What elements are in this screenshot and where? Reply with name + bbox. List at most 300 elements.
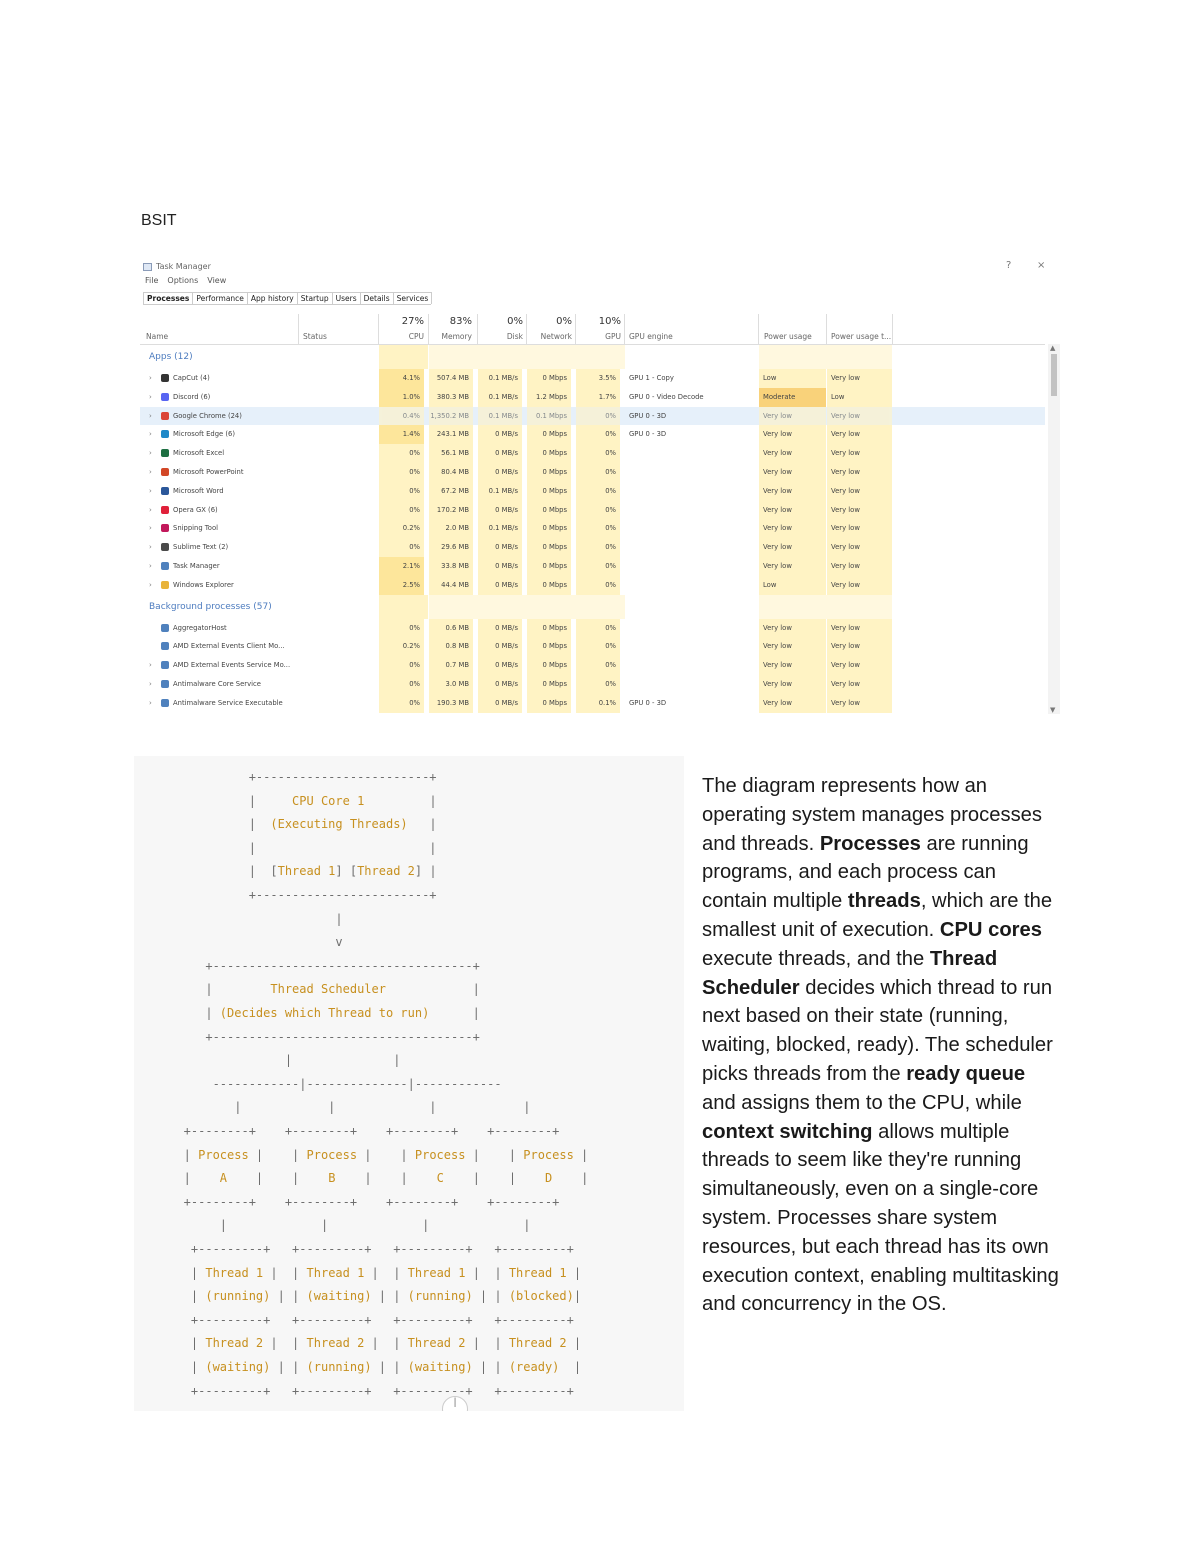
- diagram-line: [134, 935, 684, 957]
- table-row[interactable]: [140, 656, 1045, 675]
- key-term: Thread Scheduler: [702, 947, 998, 999]
- table-body: [140, 345, 1045, 713]
- app-icon: [161, 642, 169, 650]
- table-row[interactable]: [140, 538, 1045, 557]
- memory-value: 190.3 MB: [429, 694, 473, 713]
- col-power-usage[interactable]: Power usage: [764, 332, 812, 341]
- diagram-line-text: ------------|--------------|------------: [162, 1076, 502, 1091]
- network-value: 0 Mbps: [527, 369, 571, 388]
- network-value: 0 Mbps: [527, 482, 571, 501]
- cpu-value: 0%: [379, 444, 424, 463]
- process-table: [140, 314, 1045, 713]
- thread-scheduling-diagram: [134, 756, 684, 1411]
- gpu-engine-value: GPU 0 - 3D: [629, 698, 667, 707]
- explanation-paragraph: [702, 772, 1062, 1319]
- power-trend-value: Very low: [827, 482, 892, 501]
- diagram-line: [134, 770, 684, 792]
- power-trend-value: Very low: [827, 425, 892, 444]
- cpu-value: 0%: [379, 538, 424, 557]
- memory-value: 3.0 MB: [429, 675, 473, 694]
- power-usage-value: Very low: [759, 482, 826, 501]
- diagram-line-text: | [Thread 1] [Thread 2] |: [162, 864, 437, 879]
- scroll-down-icon[interactable]: ▼: [1050, 706, 1056, 714]
- gpu-engine-value: [629, 538, 757, 557]
- process-name: AMD External Events Client Mo...: [173, 642, 285, 651]
- process-name: Google Chrome (24): [173, 411, 242, 420]
- chevron-right-icon[interactable]: ›: [149, 505, 152, 514]
- memory-value: 380.3 MB: [429, 388, 473, 407]
- paragraph-text: , which are the smallest unit of execution.: [702, 890, 1053, 941]
- process-name: Discord (6): [173, 392, 211, 401]
- network-value: 0 Mbps: [527, 463, 571, 482]
- power-usage-value: Very low: [759, 694, 826, 713]
- chevron-right-icon[interactable]: ›: [149, 524, 152, 533]
- app-icon: [161, 506, 169, 514]
- diagram-line: [134, 1100, 684, 1122]
- cpu-value: 0.2%: [379, 637, 424, 656]
- tab-services[interactable]: Services: [393, 292, 433, 304]
- network-value: 0 Mbps: [527, 694, 571, 713]
- diagram-line: [134, 1148, 684, 1170]
- network-value: 1.2 Mbps: [527, 388, 571, 407]
- disk-value: 0 MB/s: [478, 501, 522, 520]
- gpu-value: 0%: [576, 557, 620, 576]
- gpu-engine-value: [629, 619, 757, 638]
- cpu-value: 2.5%: [379, 576, 424, 595]
- diagram-line-text: | A | | B | | C | | D |: [162, 1171, 589, 1186]
- chevron-right-icon[interactable]: ›: [149, 698, 152, 707]
- chevron-right-icon[interactable]: ›: [149, 543, 152, 552]
- power-usage-value: Low: [759, 369, 826, 388]
- menu-bar: [145, 276, 226, 285]
- power-trend-value: Very low: [827, 694, 892, 713]
- process-name: Task Manager: [173, 561, 220, 570]
- power-usage-value: Very low: [759, 407, 826, 426]
- power-usage-value: Very low: [759, 637, 826, 656]
- diagram-line-text: +--------+ +--------+ +--------+ +--------+: [162, 1124, 560, 1138]
- col-network[interactable]: Network: [540, 332, 572, 341]
- diagram-line: [134, 794, 684, 816]
- memory-value: 0.7 MB: [429, 656, 473, 675]
- power-trend-value: Very low: [827, 538, 892, 557]
- cpu-value: 0%: [379, 463, 424, 482]
- memory-value: 29.6 MB: [429, 538, 473, 557]
- diagram-line-text: | (Decides which Thread to run) |: [162, 1006, 480, 1020]
- table-row[interactable]: [140, 482, 1045, 501]
- power-trend-value: Very low: [827, 444, 892, 463]
- table-row[interactable]: [140, 444, 1045, 463]
- disk-value: 0 MB/s: [478, 425, 522, 444]
- disk-value: 0.1 MB/s: [478, 519, 522, 538]
- diagram-line-text: | Thread 1 | | Thread 1 | | Thread 1 | | Thread 1 |: [162, 1265, 582, 1280]
- gpu-value: 0%: [576, 656, 620, 675]
- chevron-right-icon[interactable]: ›: [149, 430, 152, 439]
- process-name: Microsoft PowerPoint: [173, 467, 244, 476]
- group-title: Background processes (57): [149, 601, 272, 612]
- memory-value: 2.0 MB: [429, 519, 473, 538]
- memory-value: 80.4 MB: [429, 463, 473, 482]
- gpu-engine-value: GPU 0 - 3D: [629, 411, 667, 420]
- paragraph-text: are running programs, and each process can contain multiple: [702, 832, 1029, 913]
- cpu-value: 0.4%: [379, 407, 424, 426]
- col-gpu[interactable]: GPU: [605, 332, 621, 341]
- chevron-right-icon[interactable]: ›: [149, 374, 152, 382]
- process-name: AggregatorHost: [173, 623, 227, 632]
- diagram-line-text: |: [162, 911, 343, 926]
- tab-performance[interactable]: Performance: [192, 292, 248, 304]
- cpu-value: 4.1%: [379, 369, 424, 388]
- diagram-line-text: +------------------------------------+: [162, 1029, 480, 1044]
- disk-value: 0 MB/s: [478, 637, 522, 656]
- power-trend-value: Very low: [827, 576, 892, 595]
- disk-value: 0 MB/s: [478, 463, 522, 482]
- memory-value: 44.4 MB: [429, 576, 473, 595]
- gpu-engine-value: [629, 637, 757, 656]
- gpu-engine-value: [629, 482, 757, 501]
- table-row[interactable]: [140, 369, 1045, 388]
- memory-value: 0.8 MB: [429, 637, 473, 656]
- power-usage-value: Very low: [759, 519, 826, 538]
- diagram-line: [134, 982, 684, 1004]
- power-usage-value: Very low: [759, 656, 826, 675]
- cpu-value: 1.4%: [379, 425, 424, 444]
- app-icon: [161, 581, 169, 589]
- group-resource-bg: [429, 345, 625, 369]
- diagram-line-text: | (Executing Threads) |: [162, 817, 437, 832]
- diagram-line: [134, 959, 684, 981]
- network-total: 0%: [556, 316, 572, 327]
- gpu-value: 0.1%: [576, 694, 620, 713]
- diagram-line-text: | | | |: [162, 1100, 531, 1115]
- table-row[interactable]: [140, 675, 1045, 694]
- cpu-value: 1.0%: [379, 388, 424, 407]
- diagram-line: [134, 1336, 684, 1358]
- network-value: 0.1 Mbps: [527, 407, 571, 426]
- diagram-line: [134, 1242, 684, 1264]
- diagram-line: [134, 1171, 684, 1193]
- window-title: Task Manager: [156, 262, 211, 271]
- tab-processes[interactable]: Processes: [143, 292, 193, 304]
- menu-file[interactable]: File: [145, 276, 159, 285]
- key-term: threads: [847, 890, 921, 913]
- diagram-line-text: | (running) | | (waiting) | | (running) | | (blocked)|: [162, 1289, 582, 1304]
- group-resource-bg: [429, 595, 625, 619]
- process-name: AMD External Events Service Mo...: [173, 661, 291, 670]
- scrollbar[interactable]: [1048, 344, 1060, 714]
- gpu-value: 0%: [576, 675, 620, 694]
- cpu-value: 0%: [379, 675, 424, 694]
- col-disk[interactable]: Disk: [506, 332, 523, 341]
- gpu-engine-value: [629, 557, 757, 576]
- network-value: 0 Mbps: [527, 501, 571, 520]
- title-bar: [140, 260, 1060, 274]
- gpu-value: 1.7%: [576, 388, 620, 407]
- app-icon: [161, 487, 169, 495]
- col-cpu[interactable]: CPU: [408, 332, 424, 341]
- cpu-value: 0%: [379, 482, 424, 501]
- diagram-line: [134, 1053, 684, 1075]
- app-icon: [161, 374, 169, 382]
- disk-value: 0 MB/s: [478, 444, 522, 463]
- process-name: CapCut (4): [173, 374, 210, 382]
- process-name: Antimalware Service Executable: [173, 698, 283, 707]
- diagram-line-text: | Thread Scheduler |: [162, 982, 480, 997]
- power-usage-value: Very low: [759, 425, 826, 444]
- diagram-line: [134, 1360, 684, 1382]
- network-value: 0 Mbps: [527, 425, 571, 444]
- chevron-right-icon[interactable]: ›: [149, 661, 152, 670]
- diagram-line-text: | (waiting) | | (running) | | (waiting) | | (ready) |: [162, 1360, 582, 1374]
- gpu-engine-value: GPU 1 - Copy: [629, 374, 674, 382]
- gpu-value: 0%: [576, 637, 620, 656]
- col-status[interactable]: Status: [303, 332, 327, 341]
- key-term: Processes: [819, 832, 921, 855]
- power-usage-value: Very low: [759, 501, 826, 520]
- power-usage-value: Very low: [759, 444, 826, 463]
- scrollbar-thumb[interactable]: [1051, 354, 1057, 396]
- network-value: 0 Mbps: [527, 656, 571, 675]
- power-trend-value: Very low: [827, 501, 892, 520]
- table-row[interactable]: [140, 425, 1045, 444]
- gpu-engine-value: [629, 463, 757, 482]
- network-value: 0 Mbps: [527, 675, 571, 694]
- gpu-value: 0%: [576, 444, 620, 463]
- app-icon: [161, 543, 169, 551]
- power-trend-value: Very low: [827, 557, 892, 576]
- gpu-engine-value: GPU 0 - 3D: [629, 430, 667, 439]
- task-manager-icon: [143, 263, 152, 271]
- power-trend-value: Very low: [827, 407, 892, 426]
- process-name: Microsoft Edge (6): [173, 430, 235, 439]
- memory-total: 83%: [449, 316, 472, 327]
- app-icon: [161, 393, 169, 401]
- power-usage-value: Very low: [759, 463, 826, 482]
- app-icon: [161, 680, 169, 688]
- tab-app-history[interactable]: App history: [247, 292, 298, 304]
- diagram-line-text: +---------+ +---------+ +---------+ +---------+: [162, 1383, 574, 1398]
- process-name: Microsoft Excel: [173, 449, 225, 458]
- table-row[interactable]: [140, 501, 1045, 520]
- app-icon: [161, 661, 169, 669]
- paragraph-text: decides which thread to run next based on their state (running, waiting, blocked, ready). The scheduler picks threads from the: [702, 976, 1053, 1085]
- scroll-up-icon[interactable]: ▲: [1050, 344, 1056, 352]
- table-header: [140, 314, 1045, 345]
- power-trend-value: Very low: [827, 369, 892, 388]
- gpu-engine-value: [629, 656, 757, 675]
- gpu-engine-value: [629, 576, 757, 595]
- scroll-indicator[interactable]: |: [442, 1396, 468, 1411]
- diagram-line: [134, 841, 684, 863]
- menu-view[interactable]: View: [207, 276, 227, 285]
- app-icon: [161, 430, 169, 438]
- chevron-right-icon[interactable]: ›: [149, 580, 152, 589]
- app-icon: [161, 699, 169, 707]
- diagram-line: [134, 1124, 684, 1146]
- process-name: Opera GX (6): [173, 505, 218, 514]
- disk-value: 0.1 MB/s: [478, 482, 522, 501]
- network-value: 0 Mbps: [527, 538, 571, 557]
- diagram-line-text: | Thread 2 | | Thread 2 | | Thread 2 | | Thread 2 |: [162, 1336, 582, 1351]
- diagram-line: [134, 1195, 684, 1217]
- gpu-total: 10%: [598, 316, 621, 327]
- app-icon: [161, 412, 169, 420]
- gpu-engine-value: [629, 501, 757, 520]
- chevron-right-icon[interactable]: ›: [149, 411, 152, 420]
- power-usage-value: Very low: [759, 557, 826, 576]
- disk-value: 0 MB/s: [478, 576, 522, 595]
- table-row[interactable]: [140, 557, 1045, 576]
- memory-value: 507.4 MB: [429, 369, 473, 388]
- disk-value: 0 MB/s: [478, 557, 522, 576]
- diagram-line-text: | Process | | Process | | Process | | Process |: [162, 1147, 589, 1162]
- tab-details[interactable]: Details: [360, 292, 394, 304]
- network-value: 0 Mbps: [527, 637, 571, 656]
- group-cpu-bg: [379, 595, 428, 619]
- disk-value: 0.1 MB/s: [478, 407, 522, 426]
- col-gpu-engine[interactable]: GPU engine: [629, 332, 673, 341]
- power-trend-value: Very low: [827, 675, 892, 694]
- paragraph-text: The diagram represents how an operating system manages processes and threads.: [702, 775, 1042, 855]
- gpu-engine-value: [629, 519, 757, 538]
- key-term: context switching: [702, 1120, 873, 1143]
- diagram-line: [134, 1030, 684, 1052]
- menu-options[interactable]: Options: [167, 276, 199, 285]
- paragraph-text: execute threads, and the: [702, 947, 930, 970]
- disk-total: 0%: [507, 316, 523, 327]
- col-power-trend[interactable]: Power usage t...: [831, 332, 892, 341]
- cpu-value: 0%: [379, 501, 424, 520]
- network-value: 0 Mbps: [527, 557, 571, 576]
- power-trend-value: Very low: [827, 637, 892, 656]
- memory-value: 56.1 MB: [429, 444, 473, 463]
- gpu-value: 0%: [576, 519, 620, 538]
- close-icon[interactable]: ×: [1037, 260, 1046, 271]
- power-usage-value: Very low: [759, 619, 826, 638]
- network-value: 0 Mbps: [527, 519, 571, 538]
- diagram-line-text: +--------+ +--------+ +--------+ +--------+: [162, 1194, 560, 1209]
- gpu-engine-value: GPU 0 - Video Decode: [629, 392, 704, 401]
- help-icon[interactable]: ?: [1006, 260, 1012, 271]
- diagram-line: [134, 1289, 684, 1311]
- diagram-line-text: +---------+ +---------+ +---------+ +---------+: [162, 1242, 574, 1256]
- disk-value: 0 MB/s: [478, 538, 522, 557]
- gpu-value: 0%: [576, 538, 620, 557]
- group-cpu-bg: [379, 345, 428, 369]
- table-row[interactable]: [140, 619, 1045, 638]
- app-icon: [161, 449, 169, 457]
- cpu-total: 27%: [401, 316, 424, 327]
- gpu-value: 0%: [576, 482, 620, 501]
- gpu-value: 0%: [576, 576, 620, 595]
- group-power-bg: [759, 595, 892, 619]
- diagram-line-text: +---------+ +---------+ +---------+ +---------+: [162, 1312, 574, 1327]
- group-header[interactable]: [140, 345, 1045, 369]
- power-trend-value: Very low: [827, 463, 892, 482]
- disk-value: 0 MB/s: [478, 694, 522, 713]
- table-row[interactable]: [140, 407, 1045, 426]
- chevron-right-icon[interactable]: ›: [149, 561, 152, 570]
- memory-value: 67.2 MB: [429, 482, 473, 501]
- gpu-value: 0%: [576, 463, 620, 482]
- task-manager-screenshot: [140, 258, 1060, 716]
- table-row[interactable]: [140, 388, 1045, 407]
- diagram-line: [134, 1077, 684, 1099]
- table-row[interactable]: [140, 694, 1045, 713]
- cpu-value: 0%: [379, 656, 424, 675]
- diagram-line: [134, 1218, 684, 1240]
- memory-value: 170.2 MB: [429, 501, 473, 520]
- chevron-right-icon[interactable]: ›: [149, 467, 152, 476]
- chevron-right-icon[interactable]: ›: [149, 449, 152, 458]
- disk-value: 0 MB/s: [478, 619, 522, 638]
- diagram-line: [134, 1384, 684, 1406]
- key-term: CPU cores: [939, 918, 1042, 941]
- disk-value: 0.1 MB/s: [478, 369, 522, 388]
- disk-value: 0.1 MB/s: [478, 388, 522, 407]
- app-icon: [161, 562, 169, 570]
- process-name: Antimalware Core Service: [173, 679, 261, 688]
- diagram-line-text: v: [162, 935, 343, 950]
- gpu-value: 0%: [576, 501, 620, 520]
- chevron-right-icon[interactable]: ›: [149, 392, 152, 401]
- col-memory[interactable]: Memory: [441, 332, 472, 341]
- paragraph-text: and assigns them to the CPU, while: [702, 1091, 1022, 1114]
- power-trend-value: Very low: [827, 656, 892, 675]
- memory-value: 243.1 MB: [429, 425, 473, 444]
- power-usage-value: Very low: [759, 538, 826, 557]
- table-row[interactable]: [140, 463, 1045, 482]
- diagram-line-text: | CPU Core 1 |: [162, 793, 437, 808]
- tab-users[interactable]: Users: [332, 292, 361, 304]
- gpu-value: 0%: [576, 619, 620, 638]
- diagram-line: [134, 912, 684, 934]
- gpu-engine-value: [629, 675, 757, 694]
- chevron-right-icon[interactable]: ›: [149, 679, 152, 688]
- memory-value: 33.8 MB: [429, 557, 473, 576]
- power-trend-value: Very low: [827, 519, 892, 538]
- memory-value: 1,350.2 MB: [429, 407, 473, 426]
- tab-startup[interactable]: Startup: [297, 292, 333, 304]
- disk-value: 0 MB/s: [478, 656, 522, 675]
- group-header[interactable]: [140, 595, 1045, 619]
- gpu-value: 0%: [576, 425, 620, 444]
- network-value: 0 Mbps: [527, 619, 571, 638]
- diagram-line-text: +------------------------+: [162, 888, 437, 902]
- network-value: 0 Mbps: [527, 576, 571, 595]
- diagram-line: [134, 1006, 684, 1028]
- table-row[interactable]: [140, 576, 1045, 595]
- process-name: Snipping Tool: [173, 524, 219, 533]
- power-usage-value: Low: [759, 576, 826, 595]
- app-icon: [161, 468, 169, 476]
- cpu-value: 0.2%: [379, 519, 424, 538]
- diagram-line: [134, 817, 684, 839]
- document-label: BSIT: [141, 212, 177, 229]
- table-row[interactable]: [140, 637, 1045, 656]
- table-row[interactable]: [140, 519, 1045, 538]
- col-name[interactable]: Name: [146, 332, 169, 341]
- key-term: ready queue: [906, 1062, 1026, 1085]
- diagram-line-text: +------------------------+: [162, 770, 437, 784]
- app-icon: [161, 624, 169, 632]
- gpu-value: 3.5%: [576, 369, 620, 388]
- app-icon: [161, 524, 169, 532]
- group-power-bg: [759, 345, 892, 369]
- process-name: Sublime Text (2): [173, 543, 229, 552]
- chevron-right-icon[interactable]: ›: [149, 486, 152, 495]
- diagram-line-text: | |: [162, 1053, 401, 1068]
- diagram-line-text: | |: [162, 840, 437, 855]
